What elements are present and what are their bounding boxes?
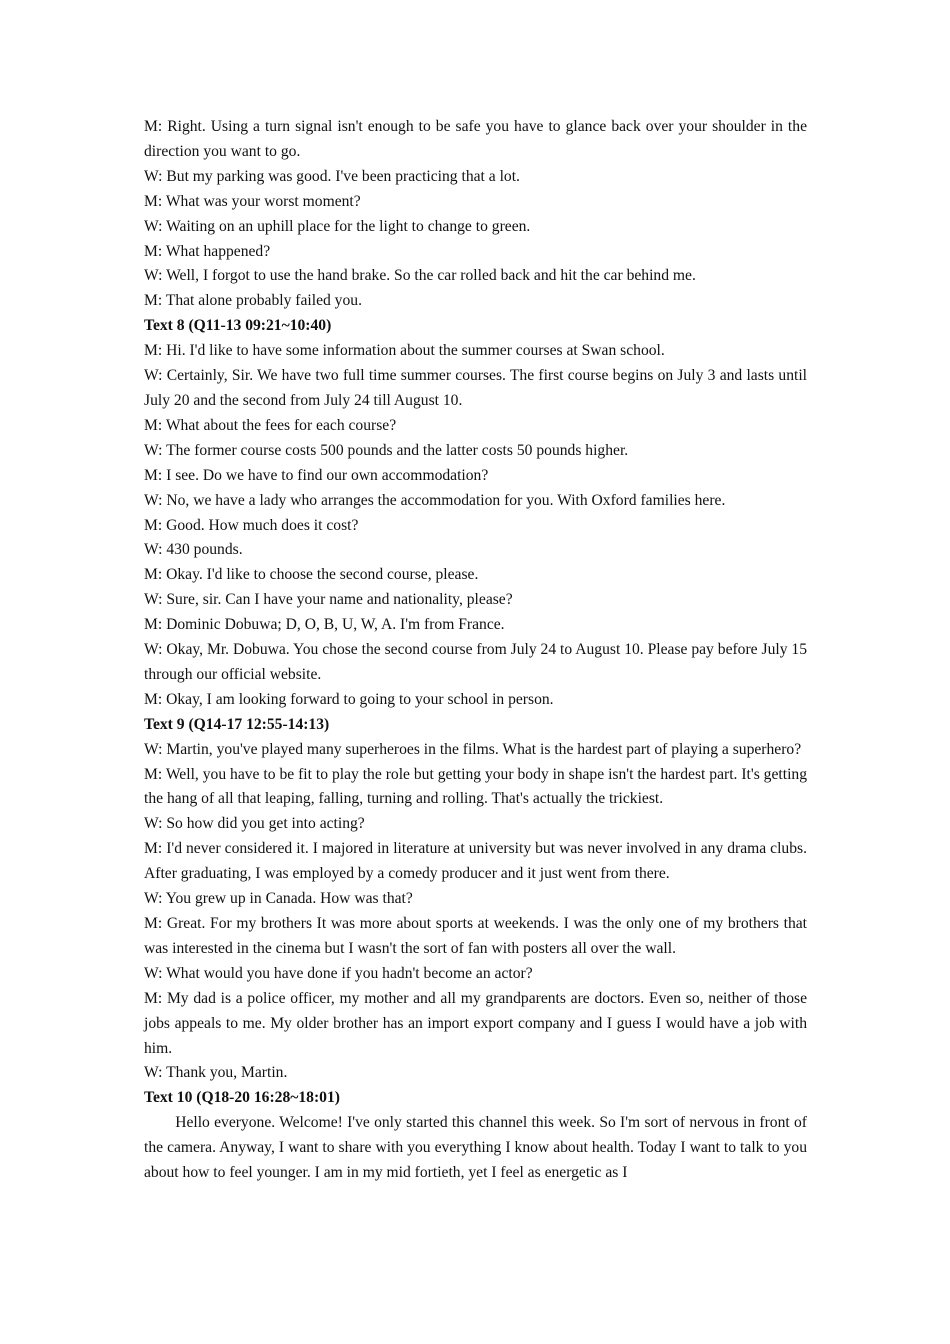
dialogue-line: W: Waiting on an uphill place for the light to change to green. [144,217,531,235]
dialogue-line: M: What happened? [144,242,271,260]
dialogue-line: M: Good. How much does it cost? [144,516,359,534]
dialogue-line: M: Dominic Dobuwa; D, O, B, U, W, A. I'm from France. [144,616,505,634]
dialogue-line: W: So how did you get into acting? [144,815,365,833]
section-heading-text-8: Text 8 (Q11-13 09:21~10:40) [144,317,332,335]
dialogue-line: W: Well, I forgot to use the hand brake. So the car rolled back and hit the car behind me. [144,267,696,285]
dialogue-line: M: Hi. I'd like to have some information about the summer courses at Swan school. [144,342,665,360]
dialogue-line: W: You grew up in Canada. How was that? [144,890,413,908]
dialogue-line: M: I'd never considered it. I majored in literature at university but was never involved in any drama clubs. After graduating, I was employed by a comedy producer and it just went from there. [144,840,807,883]
dialogue-line: W: What would you have done if you hadn't become an actor? [144,964,533,982]
dialogue-line: M: My dad is a police officer, my mother and all my grandparents are doctors. Even so, neither of those jobs appeals to me. My older brother has an import export company and I guess I would have a job with him. [144,989,807,1057]
section-heading-text-10: Text 10 (Q18-20 16:28~18:01) [144,1089,340,1107]
dialogue-line: M: Right. Using a turn signal isn't enough to be safe you have to glance back over your shoulder in the direction you want to go. [144,118,807,160]
dialogue-line: M: That alone probably failed you. [144,292,362,310]
dialogue-line: W: Martin, you've played many superheroes in the films. What is the hardest part of playing a superhero? [144,740,802,758]
section-heading-text-9: Text 9 (Q14-17 12:55-14:13) [144,715,330,733]
dialogue-line: M: What about the fees for each course? [144,416,397,434]
dialogue-line: W: Thank you, Martin. [144,1064,288,1082]
dialogue-line: W: The former course costs 500 pounds and the latter costs 50 pounds higher. [144,441,629,459]
dialogue-line: W: Certainly, Sir. We have two full time summer courses. The first course begins on July 3 and lasts until July 20 and the second from July 24 till August 10. [144,367,807,409]
dialogue-line: M: Great. For my brothers It was more about sports at weekends. I was the only one of my brothers that was interested in the cinema but I wasn't the sort of fan with posters all over the wall. [144,915,807,957]
document-page [144,115,807,1186]
dialogue-line: W: Okay, Mr. Dobuwa. You chose the second course from July 24 to August 10. Please pay before July 15 through our official website. [144,641,807,683]
dialogue-line: W: But my parking was good. I've been practicing that a lot. [144,167,520,185]
dialogue-line: W: No, we have a lady who arranges the accommodation for you. With Oxford families here. [144,491,726,509]
dialogue-line: M: What was your worst moment? [144,192,361,210]
dialogue-line: M: I see. Do we have to find our own accommodation? [144,466,489,484]
dialogue-line: M: Well, you have to be fit to play the role but getting your body in shape isn't the hardest part. It's getting the hang of all that leaping, falling, turning and rolling. That's actually the trickiest. [144,765,807,808]
dialogue-line: M: Okay. I'd like to choose the second course, please. [144,566,479,584]
monologue-paragraph: Hello everyone. Welcome! I've only started this channel this week. So I'm sort of nervous in front of the camera. Anyway, I want to share with you everything I know about health. Today I want to talk to you about how to feel younger. I am in my mid fortieth, yet I feel as energetic as I [144,1114,807,1182]
dialogue-line: M: Okay, I am looking forward to going to your school in person. [144,690,554,708]
dialogue-line: W: 430 pounds. [144,541,243,559]
dialogue-line: W: Sure, sir. Can I have your name and nationality, please? [144,591,513,609]
